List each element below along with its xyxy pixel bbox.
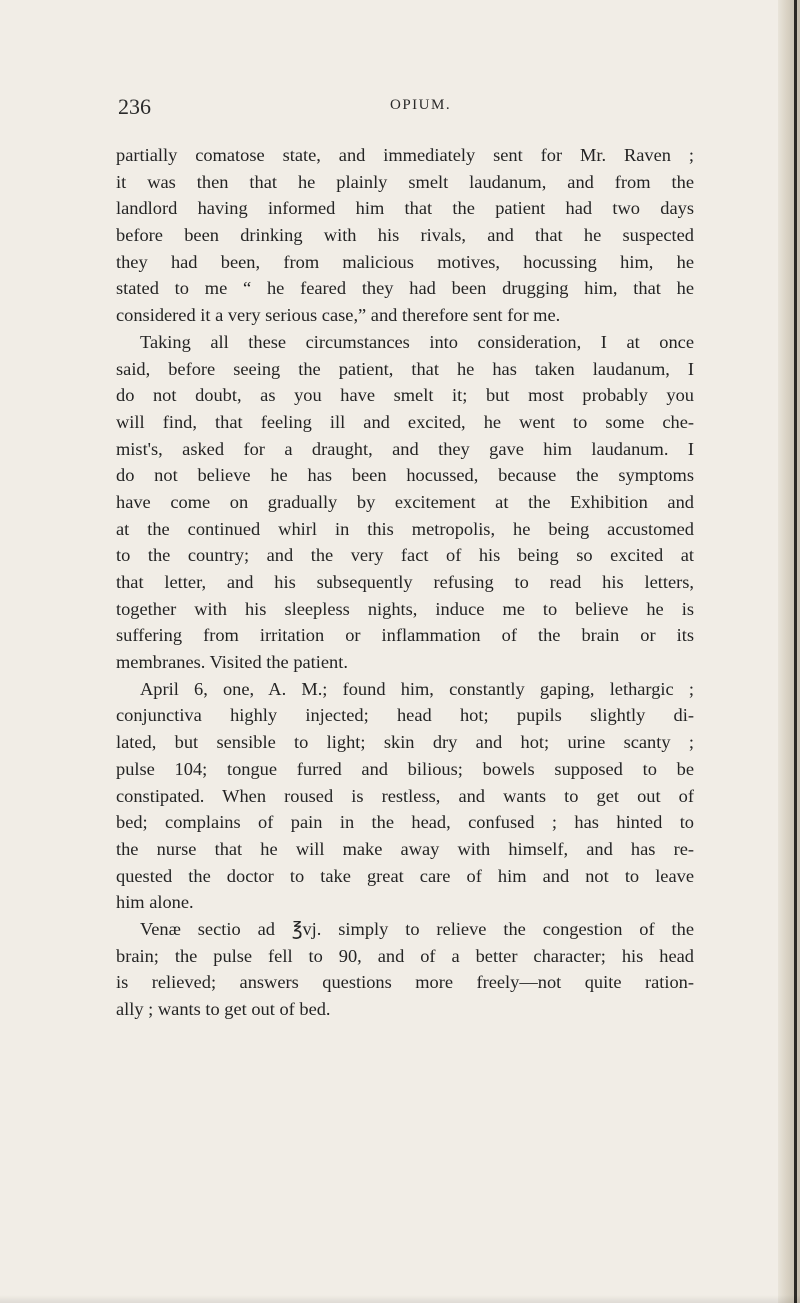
- text-line: will find, that feeling ill and excited, he went to some che-: [116, 411, 694, 432]
- text-line: suffering from irritation or inflammation of the brain or its: [116, 625, 694, 646]
- page-bottom-shadow: [0, 1295, 800, 1303]
- text-line: April 6, one, A. M.; found him, constantly gaping, lethargic ;: [140, 678, 694, 699]
- text-line: quested the doctor to take great care of him and not to leave: [116, 865, 694, 886]
- text-line: before been drinking with his rivals, and that he suspected: [116, 225, 694, 246]
- text-line: is relieved; answers questions more freely—not quite ration-: [116, 972, 694, 993]
- running-title: OPIUM.: [390, 97, 452, 113]
- text-line: him alone.: [116, 892, 194, 913]
- text-line: it was then that he plainly smelt laudanum, and from the: [116, 171, 694, 192]
- text-line: conjunctiva highly injected; head hot; pupils slightly di-: [116, 705, 694, 726]
- page-header: [118, 94, 688, 134]
- text-line: the nurse that he will make away with himself, and has re-: [116, 838, 694, 859]
- text-line: they had been, from malicious motives, hocussing him, he: [116, 251, 694, 272]
- text-line: constipated. When roused is restless, and wants to get out of: [116, 785, 694, 806]
- text-line: Venæ sectio ad ℥vj. simply to relieve the congestion of the: [140, 918, 694, 939]
- text-line: pulse 104; tongue furred and bilious; bowels supposed to be: [116, 758, 694, 779]
- text-line: landlord having informed him that the patient had two days: [116, 198, 694, 219]
- text-line: together with his sleepless nights, induce me to believe he is: [116, 598, 694, 619]
- text-line: ally ; wants to get out of bed.: [116, 999, 331, 1019]
- text-line: said, before seeing the patient, that he has taken laudanum, I: [116, 358, 694, 379]
- text-line: membranes. Visited the patient.: [116, 652, 348, 673]
- text-line: bed; complains of pain in the head, confused ; has hinted to: [116, 812, 694, 833]
- text-line: do not believe he has been hocussed, because the symptoms: [116, 465, 694, 486]
- text-line: brain; the pulse fell to 90, and of a better character; his head: [116, 945, 694, 966]
- text-line: at the continued whirl in this metropolis, he being accustomed: [116, 518, 694, 539]
- text-line: lated, but sensible to light; skin dry and hot; urine scanty ;: [116, 732, 694, 753]
- page-number: 236: [118, 94, 151, 119]
- text-line: considered it a very serious case,” and therefore sent for me.: [116, 305, 561, 326]
- body-text: [116, 142, 694, 1023]
- text-line: stated to me “ he feared they had been drugging him, that he: [116, 278, 694, 299]
- text-line: do not doubt, as you have smelt it; but most probably you: [116, 385, 694, 406]
- text-line: that letter, and his subsequently refusing to read his letters,: [116, 572, 694, 592]
- text-line: Taking all these circumstances into consideration, I at once: [140, 331, 694, 352]
- text-line: have come on gradually by excitement at the Exhibition and: [116, 491, 694, 512]
- text-line: partially comatose state, and immediately sent for Mr. Raven ;: [116, 145, 694, 165]
- binding-edge: [794, 0, 797, 1303]
- text-line: to the country; and the very fact of his being so excited at: [116, 545, 694, 566]
- text-line: mist's, asked for a draught, and they gave him laudanum. I: [116, 438, 694, 459]
